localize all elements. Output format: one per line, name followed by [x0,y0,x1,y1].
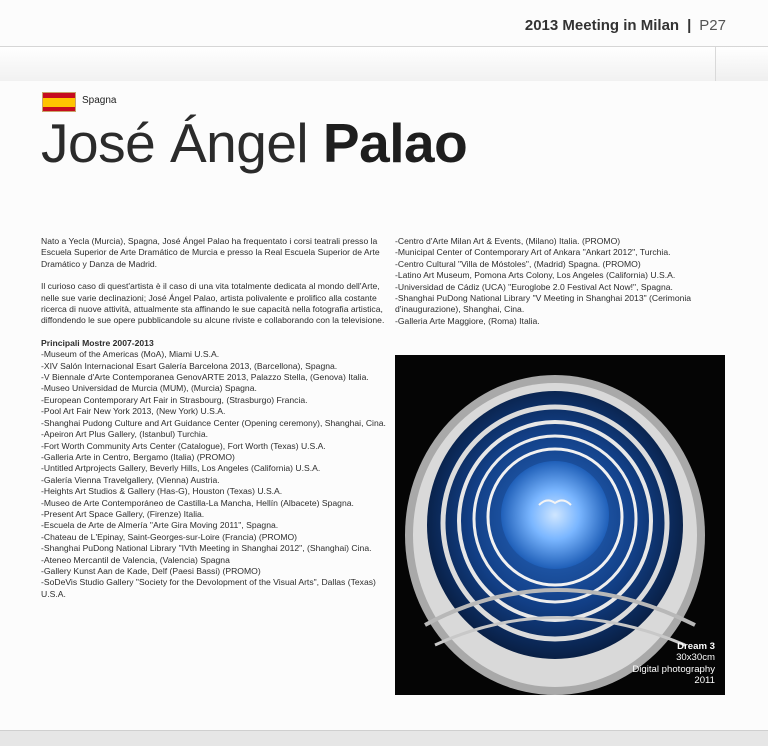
exhibition-item: -Chateau de L'Epinay, Saint-Georges-sur-Loire (Francia) (PROMO) [41,531,298,542]
exhibition-item: -Galleria Arte in Centro, Bergamo (Italia) (PROMO) [41,451,235,462]
artwork-image [395,355,725,695]
page-header [525,17,726,34]
bio-paragraph-2: Il curioso caso di quest'artista è il caso di una vita totalmente dedicata al mondo dell'Arte, nelle sue varie declinazioni; José Ángel Palao, artista polivalente e prolifico alla costante ricerca di nuove attività, attualmente sta affinando le sue capacità nella fotografia artistica, diffondendo le sue opere pubblicandole su alcune riviste e collaborando con la televisione. [41,281,385,326]
artwork-caption [632,641,715,687]
exhibition-item: -Apeiron Art Plus Gallery, (Istanbul) Turchia. [41,429,209,440]
country-label: Spagna [82,95,117,106]
artwork-size: 30x30cm [676,652,715,664]
exhibition-item: -Galleria Arte Maggiore, (Roma) Italia. [395,315,540,326]
exhibition-item: -Latino Art Museum, Pomona Arts Colony, Los Angeles (California) U.S.A. [395,270,676,281]
exhibition-item: -Shanghai PuDong National Library "V Meeting in Shanghai 2013" (Cerimonia d'inaugurazione), Shanghai, Cina. [395,293,692,315]
exhibition-item: -Untitled Artprojects Gallery, Beverly Hills, Los Angeles (California) U.S.A. [41,463,321,474]
artist-name [41,110,467,176]
left-column [41,236,387,600]
title-band [0,46,768,81]
exhibition-item: -Gallery Kunst Aan de Kade, Delf (Paesi Bassi) (PROMO) [41,565,261,576]
artist-first-name: José Ángel [41,112,309,174]
exhibition-item: -Municipal Center of Contemporary Art of Ankara "Ankart 2012", Turchia. [395,247,671,258]
exhibitions-list-left [41,349,387,600]
page-bottom-edge [0,730,768,746]
artist-last-name: Palao [322,112,468,174]
exhibition-item: -Shanghai Pudong Culture and Art Guidance Center (Opening ceremony), Shanghai, Cina. [41,417,386,428]
header-separator: | [687,17,692,34]
page-number: P27 [699,17,726,34]
exhibition-item: -V Biennale d'Arte Contemporanea GenovARTE 2013, Palazzo Stella, (Genova) Italia. [41,372,369,383]
exhibition-item: -Centro d'Arte Milan Art & Events, (Milano) Italia. (PROMO) [395,236,621,246]
exhibition-item: -Universidad de Cádiz (UCA) "Euroglobe 2.0 Festival Act Now!", Spagna. [395,281,673,292]
exhibitions-heading: Principali Mostre 2007-2013 [41,337,154,348]
artwork-medium: Digital photography [632,663,715,675]
exhibition-item: -Shanghai PuDong National Library "IVth Meeting in Shanghai 2012", (Shanghai) Cina. [41,543,372,554]
exhibition-item: -Centro Cultural "Villa de Móstoles", (Madrid) Spagna. (PROMO) [395,258,641,269]
exhibition-item: -Ateneo Mercantil de Valencia, (Valencia) Spagna [41,554,230,565]
exhibition-item: -European Contemporary Art Fair in Strasbourg, (Strasburgo) Francia. [41,394,308,405]
spain-flag-icon [43,93,75,111]
exhibition-item: -Escuela de Arte de Almería "Arte Gira Moving 2011", Spagna. [41,520,279,531]
exhibition-item: -Museo Universidad de Murcia (MUM), (Murcia) Spagna. [41,383,257,394]
artwork-title: Dream 3 [677,640,715,652]
header-title: 2013 Meeting in Milan [524,17,680,34]
bio-paragraph-1: Nato a Yecla (Murcia), Spagna, José Ángel Palao ha frequentato i corsi teatrali presso la Escuela Superior de Arte Dramático de Murcia e presso la Real Escuela Superior de Arte Dramático y Danza de Madrid. [41,236,380,269]
exhibition-item: -Galería Vienna Travelgallery, (Vienna) Austria. [41,474,220,485]
exhibition-item: -SoDeVis Studio Gallery "Society for the Devolopment of the Visual Arts", Dallas (Texas) U.S.A. [41,577,376,599]
exhibition-item: -Museo de Arte Contemporáneo de Castilla-La Mancha, Hellín (Albacete) Spagna. [41,497,354,508]
exhibition-item: -Fort Worth Community Arts Center (Catalogue), Fort Worth (Texas) U.S.A. [41,440,326,451]
exhibition-item: -XIV Salón Internacional Esart Galería Barcelona 2013, (Barcellona), Spagna. [41,360,338,371]
exhibition-item: -Heights Art Studios & Gallery (Has-G), Houston (Texas) U.S.A. [41,486,283,497]
exhibition-item: -Present Art Space Gallery, (Firenze) Italia. [41,508,205,519]
exhibition-item: -Museum of the Americas (MoA), Miami U.S.A. [41,349,220,360]
artwork-year: 2011 [694,675,715,687]
right-column [395,236,730,327]
exhibitions-list-right [395,236,730,327]
exhibition-item: -Pool Art Fair New York 2013, (New York) U.S.A. [41,406,226,417]
